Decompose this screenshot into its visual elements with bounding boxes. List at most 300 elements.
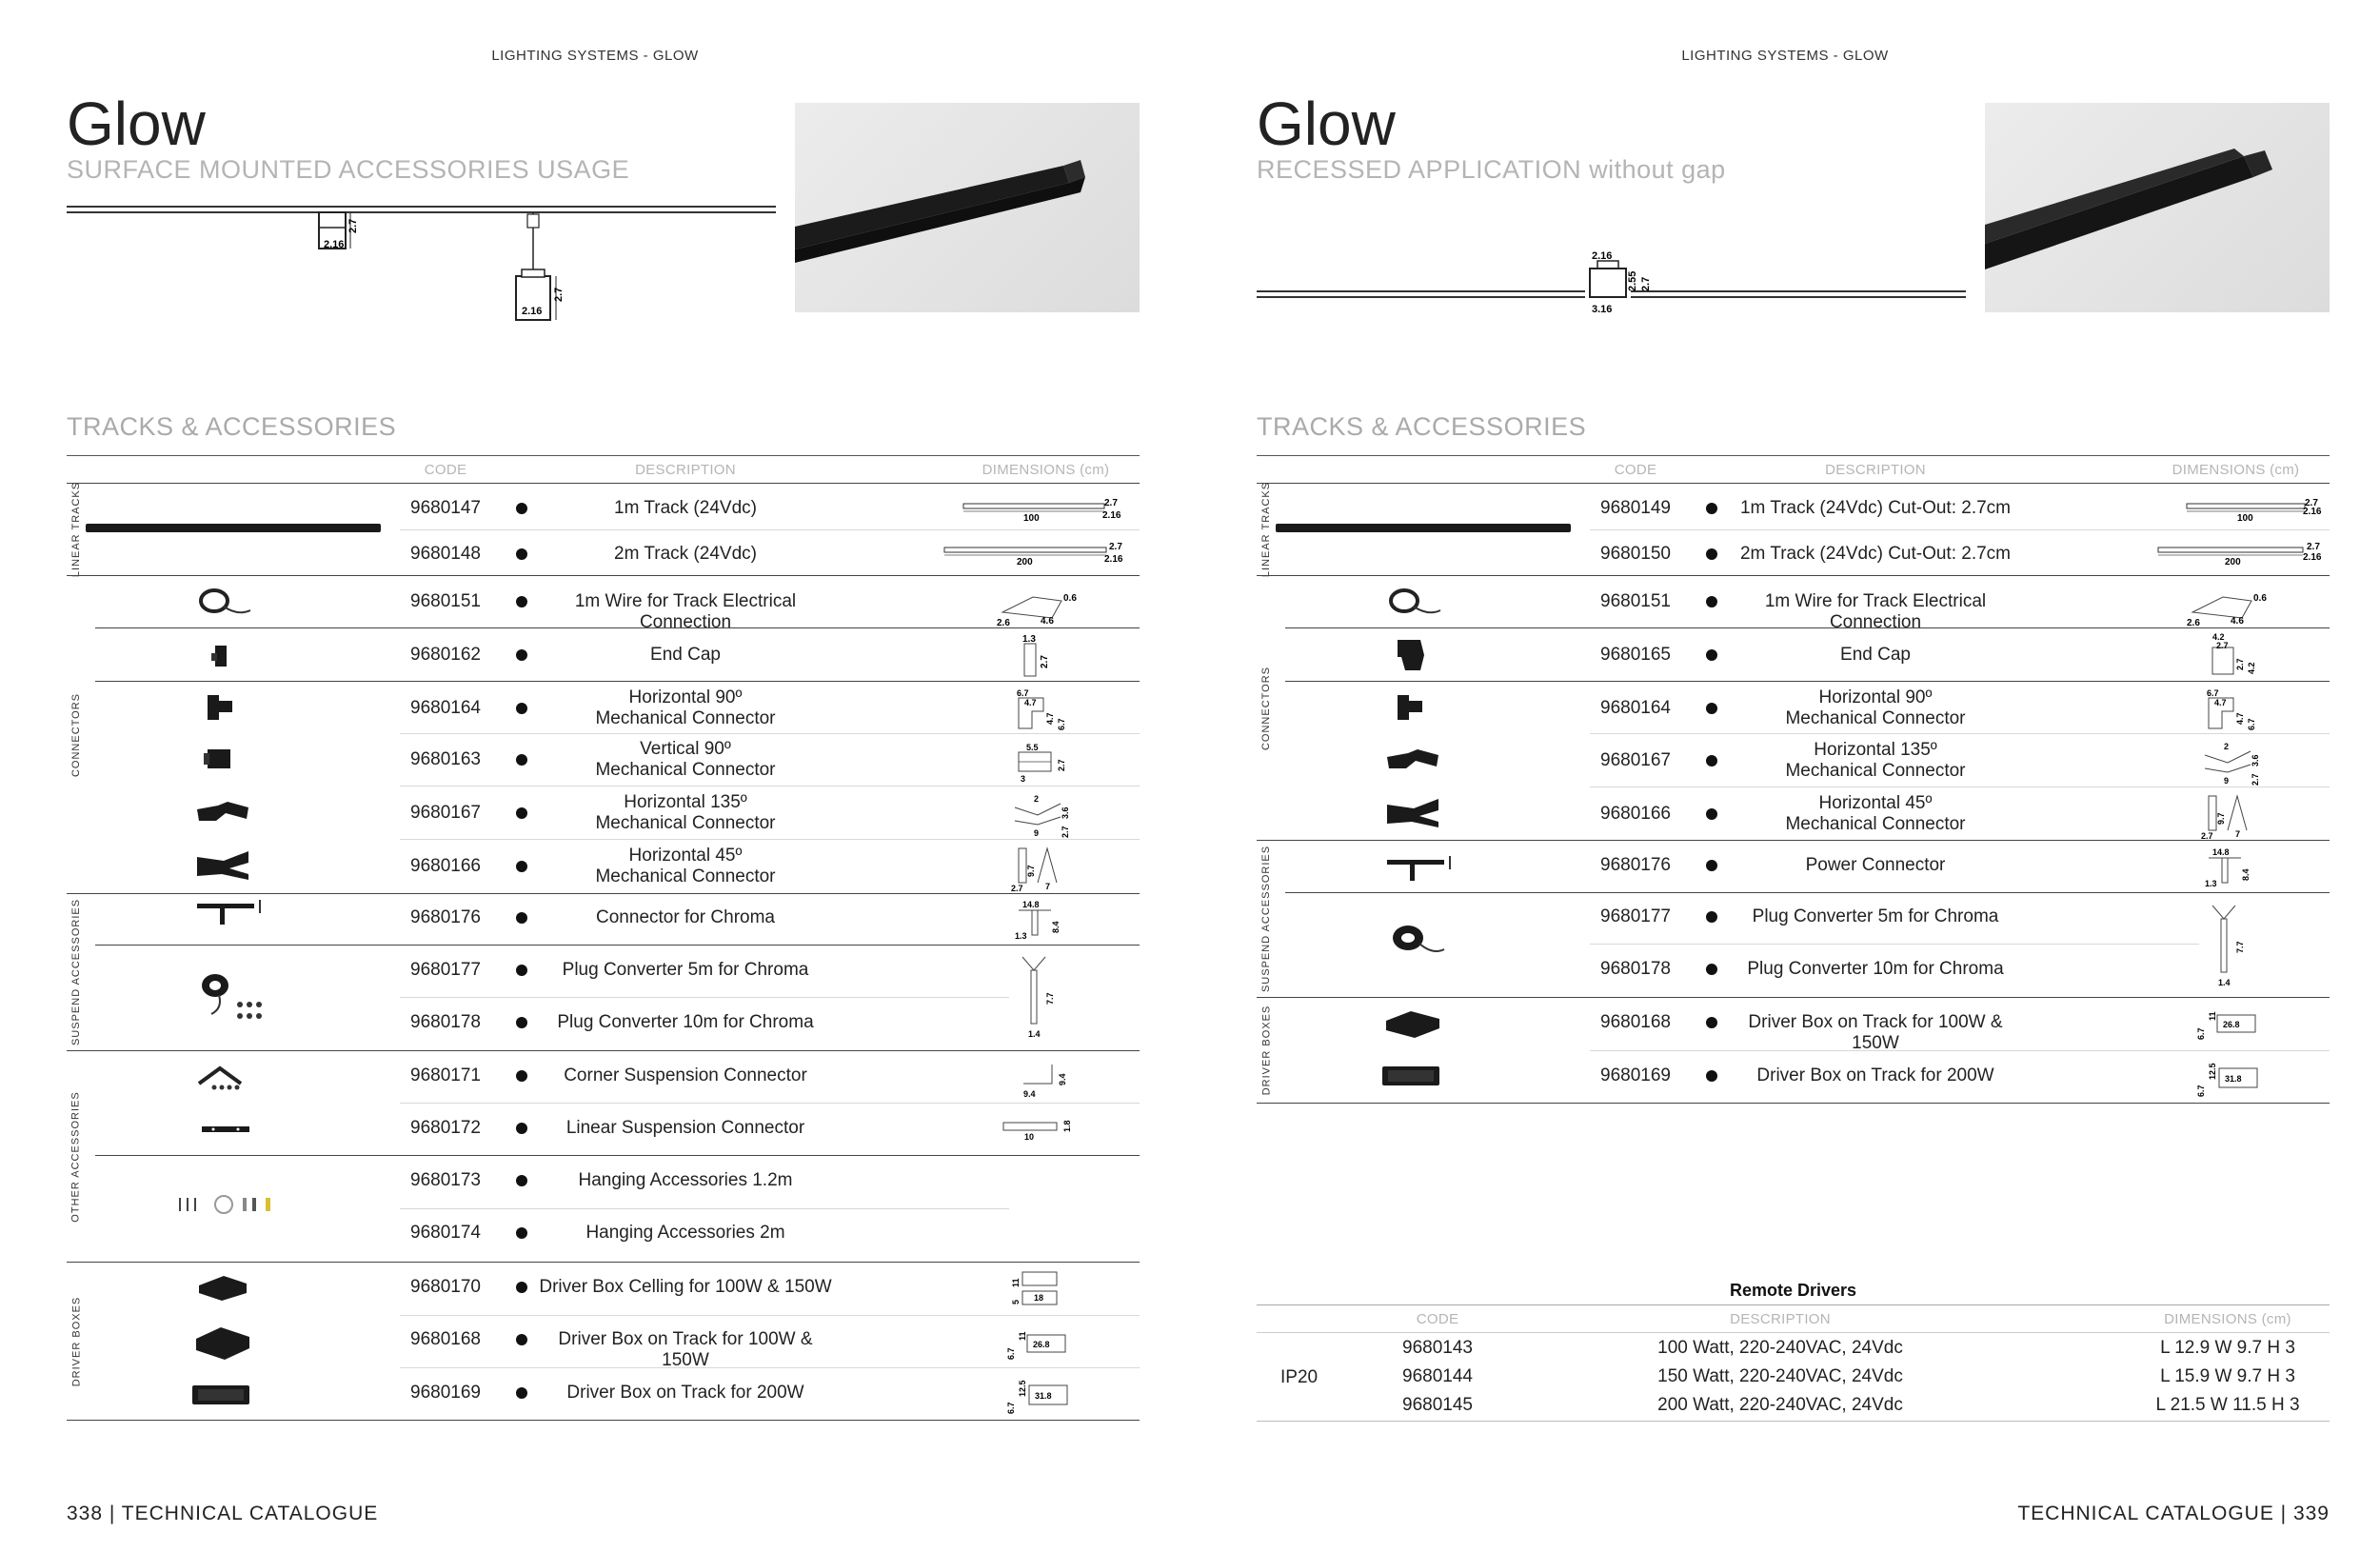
availability-dot — [516, 703, 527, 714]
svg-text:9: 9 — [1034, 828, 1040, 838]
group-label: OTHER ACCESSORIES — [70, 1090, 83, 1223]
product-description: Driver Box on Track for 100W & 150W — [558, 1329, 813, 1370]
group-linear-tracks — [1257, 481, 2330, 578]
dim-label: 2.7 — [1640, 276, 1652, 291]
table-header — [1257, 455, 2330, 483]
remote-drivers-body — [1257, 1332, 2330, 1422]
availability-dot — [1706, 911, 1717, 923]
table-row — [67, 1104, 1140, 1156]
product-description: Horizontal 90º Mechanical Connector — [1785, 687, 1966, 728]
group-label: LINEAR TRACKS — [1260, 481, 1272, 578]
availability-dot — [1706, 1070, 1717, 1082]
svg-text:10: 10 — [1024, 1132, 1035, 1142]
svg-text:6.7: 6.7 — [1006, 1347, 1016, 1360]
availability-dot — [1706, 964, 1717, 975]
table-row — [67, 1316, 1140, 1368]
svg-text:9.7: 9.7 — [2216, 812, 2226, 825]
product-description: Power Connector — [1805, 855, 1946, 875]
product-code: 9680151 — [410, 591, 481, 611]
product-code: 9680166 — [410, 856, 481, 876]
table-row — [67, 946, 1140, 998]
page-subtitle: RECESSED APPLICATION without gap — [1257, 155, 1726, 184]
svg-text:18: 18 — [1034, 1293, 1044, 1303]
page-title: Glow — [67, 90, 206, 158]
availability-dot — [1706, 503, 1717, 514]
svg-text:6.7: 6.7 — [1017, 688, 1029, 698]
dim-label: 2.16 — [522, 306, 543, 317]
availability-dot — [516, 1227, 527, 1239]
product-description: Linear Suspension Connector — [565, 1118, 805, 1138]
group-connectors — [67, 575, 1140, 893]
svg-text:2.16: 2.16 — [1104, 554, 1123, 565]
dimension-drawing — [2199, 738, 2266, 786]
svg-text:12.5: 12.5 — [1018, 1380, 1027, 1397]
availability-dot — [516, 1017, 527, 1028]
page-subtitle: SURFACE MOUNTED ACCESSORIES USAGE — [67, 155, 630, 184]
header-dimensions: DIMENSIONS (cm) — [2164, 1311, 2291, 1327]
table-row — [1257, 628, 2330, 681]
svg-text:4.7: 4.7 — [1045, 712, 1055, 725]
availability-dot — [1706, 755, 1717, 767]
driver-code: 9680143 — [1402, 1338, 1473, 1358]
svg-text:2.7: 2.7 — [2305, 498, 2318, 508]
svg-text:8.4: 8.4 — [2241, 868, 2251, 881]
product-description: Hanging Accessories 1.2m — [578, 1170, 793, 1190]
product-description: 1m Wire for Track Electrical Connection — [1764, 591, 1987, 632]
svg-text:1.3: 1.3 — [1015, 931, 1027, 941]
product-description: 1m Wire for Track Electrical Connection — [574, 591, 797, 632]
product-code: 9680178 — [410, 1012, 481, 1032]
dimension-drawing — [2185, 586, 2290, 628]
product-code: 9680174 — [410, 1223, 481, 1243]
driver-dimensions: L 15.9 W 9.7 H 3 — [2160, 1366, 2295, 1386]
table-row — [67, 786, 1140, 839]
availability-dot — [1706, 860, 1717, 871]
svg-text:4.7: 4.7 — [2235, 712, 2245, 725]
dimension-drawing — [1009, 739, 1076, 785]
table-row — [1257, 484, 2330, 536]
dimension-drawing — [1000, 1115, 1076, 1144]
dimension-drawing — [2199, 630, 2266, 680]
remote-drivers-table — [1257, 1304, 2330, 1422]
page-footer: TECHNICAL CATALOGUE | 339 — [2017, 1503, 2330, 1524]
dimension-drawing — [1009, 790, 1076, 838]
svg-text:7.7: 7.7 — [2235, 941, 2245, 953]
product-code: 9680172 — [410, 1118, 481, 1138]
product-code: 9680164 — [1600, 698, 1671, 718]
svg-text:14.8: 14.8 — [2212, 847, 2230, 857]
connector-45-image — [195, 849, 252, 882]
svg-text:0.6: 0.6 — [1063, 593, 1077, 604]
table-header — [1257, 1304, 2330, 1332]
svg-text:14.8: 14.8 — [1022, 900, 1040, 909]
table-row — [67, 484, 1140, 536]
product-code: 9680162 — [410, 645, 481, 665]
header-description: DESCRIPTION — [1825, 462, 1926, 478]
power-connector-image — [1385, 854, 1461, 886]
svg-text:6.7: 6.7 — [2207, 688, 2219, 698]
svg-text:1.4: 1.4 — [2218, 978, 2231, 987]
availability-dot — [516, 1282, 527, 1293]
group-driver-boxes — [67, 1262, 1140, 1421]
svg-text:4.6: 4.6 — [1041, 616, 1054, 627]
availability-dot — [516, 649, 527, 661]
svg-text:7.7: 7.7 — [1045, 992, 1055, 1005]
availability-dot — [516, 1387, 527, 1399]
svg-text:2.7: 2.7 — [1011, 884, 1023, 892]
table-row — [67, 734, 1140, 786]
svg-text:2.7: 2.7 — [1040, 655, 1050, 668]
svg-text:2.7: 2.7 — [2201, 831, 2213, 840]
driver-code: 9680144 — [1402, 1366, 1473, 1386]
availability-dot — [1706, 1017, 1717, 1028]
section-title: TRACKS & ACCESSORIES — [67, 412, 397, 441]
availability-dot — [1706, 548, 1717, 560]
svg-text:100: 100 — [1023, 513, 1040, 524]
table-row — [67, 998, 1140, 1050]
dimension-drawing — [2185, 495, 2328, 526]
availability-dot — [516, 861, 527, 872]
dim-label: 2.55 — [1627, 270, 1638, 291]
group-suspend-accessories — [67, 893, 1140, 1050]
product-description: Horizontal 135º Mechanical Connector — [1785, 740, 1966, 781]
svg-text:100: 100 — [2237, 513, 2253, 524]
svg-text:2.16: 2.16 — [1102, 510, 1121, 521]
product-description: Plug Converter 10m for Chroma — [557, 1012, 814, 1032]
table-row — [67, 628, 1140, 681]
dimension-drawing — [2194, 1055, 2266, 1101]
table-row — [1257, 945, 2330, 997]
svg-text:2.6: 2.6 — [2187, 618, 2200, 628]
product-photo — [795, 103, 1140, 312]
svg-text:6.7: 6.7 — [2196, 1085, 2206, 1097]
product-code: 9680178 — [1600, 959, 1671, 979]
tracks-table — [67, 455, 1140, 1421]
product-description: 2m Track (24Vdc) — [614, 544, 757, 564]
availability-dot — [516, 1334, 527, 1345]
group-label: LINEAR TRACKS — [70, 481, 82, 578]
svg-text:2.7: 2.7 — [2235, 658, 2245, 670]
svg-text:6.7: 6.7 — [1006, 1402, 1016, 1414]
availability-dot — [1706, 703, 1717, 714]
availability-dot — [516, 965, 527, 976]
product-description: 1m Track (24Vdc) — [614, 498, 757, 518]
svg-text:4.2: 4.2 — [2212, 632, 2225, 642]
availability-dot — [516, 1070, 527, 1082]
remote-drivers-title: Remote Drivers — [1729, 1281, 1857, 1300]
table-row — [67, 529, 1140, 582]
product-description: Connector for Chroma — [596, 907, 775, 927]
recessed-drawing — [1257, 248, 1966, 324]
linear-suspension-image — [200, 1123, 257, 1136]
dim-label: 2.7 — [347, 218, 359, 233]
svg-text:2: 2 — [1034, 794, 1040, 804]
svg-text:1.4: 1.4 — [1028, 1029, 1041, 1039]
wire-image — [1385, 584, 1442, 622]
product-code: 9680164 — [410, 698, 481, 718]
table-row — [1257, 529, 2330, 582]
product-description: Horizontal 45º Mechanical Connector — [595, 846, 776, 886]
svg-text:7: 7 — [2235, 829, 2241, 839]
svg-text:4.6: 4.6 — [2231, 616, 2244, 627]
wire-image — [195, 584, 252, 622]
product-description: Horizontal 45º Mechanical Connector — [1785, 793, 1966, 834]
dimension-drawing — [962, 495, 1133, 526]
table-row — [1257, 734, 2330, 786]
availability-dot — [516, 1175, 527, 1186]
running-header: LIGHTING SYSTEMS - GLOW — [1681, 48, 1889, 64]
dimension-drawing — [2199, 790, 2266, 840]
product-description: Driver Box on Track for 100W & 150W — [1748, 1012, 2003, 1053]
group-label: SUSPEND ACCESSORIES — [1260, 845, 1272, 993]
product-description: Hanging Accessories 2m — [585, 1223, 785, 1243]
dimension-drawing — [1009, 897, 1076, 943]
availability-dot — [516, 807, 527, 819]
connector-45-image — [1385, 797, 1442, 829]
product-code: 9680151 — [1600, 591, 1671, 611]
vertical-connector-image — [202, 744, 240, 774]
svg-text:0.6: 0.6 — [2253, 593, 2267, 604]
page-title: Glow — [1257, 90, 1396, 158]
svg-text:2.16: 2.16 — [2303, 552, 2322, 563]
svg-text:11: 11 — [2208, 1011, 2217, 1021]
group-label: SUSPEND ACCESSORIES — [70, 898, 82, 1046]
driver-description: 200 Watt, 220-240VAC, 24Vdc — [1657, 1395, 1903, 1415]
product-description: Plug Converter 5m for Chroma — [562, 960, 809, 980]
group-label: CONNECTORS — [1260, 666, 1272, 750]
product-description: Horizontal 90º Mechanical Connector — [595, 687, 776, 728]
surface-mount-drawing — [67, 195, 776, 329]
dim-label: 3.16 — [1592, 304, 1613, 315]
driver-box-track-image — [192, 1322, 255, 1364]
chroma-connector-image — [195, 898, 271, 930]
group-label: CONNECTORS — [70, 692, 82, 777]
table-row — [67, 1368, 1140, 1421]
svg-text:2.6: 2.6 — [997, 618, 1010, 628]
svg-text:3.6: 3.6 — [1061, 806, 1070, 819]
driver-box-200w-image — [188, 1382, 255, 1410]
dimension-drawing — [1014, 1057, 1071, 1100]
driver-box-ceiling-image — [195, 1272, 252, 1304]
svg-text:4.7: 4.7 — [2214, 698, 2227, 707]
svg-text:9.7: 9.7 — [1026, 865, 1036, 877]
product-code: 9680176 — [410, 907, 481, 927]
product-description: End Cap — [650, 645, 721, 665]
header-description: DESCRIPTION — [635, 462, 736, 478]
product-photo — [1985, 103, 2330, 312]
table-row — [67, 576, 1140, 632]
svg-text:200: 200 — [1017, 557, 1033, 567]
connector-90-image — [202, 693, 240, 724]
product-code: 9680163 — [410, 749, 481, 769]
product-code: 9680169 — [1600, 1065, 1671, 1085]
group-linear-tracks — [67, 481, 1140, 578]
header-code: CODE — [1614, 462, 1657, 478]
svg-text:31.8: 31.8 — [2225, 1074, 2242, 1084]
svg-text:2.7: 2.7 — [1057, 759, 1066, 771]
table-row — [67, 1051, 1140, 1104]
dimension-drawing — [1009, 843, 1076, 892]
dim-label: 2.16 — [324, 239, 345, 250]
availability-dot — [516, 596, 527, 607]
svg-text:8.4: 8.4 — [1051, 921, 1061, 933]
svg-text:5: 5 — [1011, 1299, 1021, 1304]
right-page — [1190, 0, 2380, 1553]
product-code: 9680148 — [410, 544, 481, 564]
product-description: Plug Converter 5m for Chroma — [1752, 906, 1999, 926]
section-title: TRACKS & ACCESSORIES — [1257, 412, 1587, 441]
svg-text:3.6: 3.6 — [2251, 754, 2260, 767]
group-label: DRIVER BOXES — [70, 1296, 82, 1386]
product-code: 9680165 — [1600, 645, 1671, 665]
connector-90-image — [1392, 693, 1430, 724]
running-header: LIGHTING SYSTEMS - GLOW — [491, 48, 699, 64]
product-code: 9680177 — [1600, 906, 1671, 926]
product-description: Driver Box Celling for 100W & 150W — [539, 1277, 832, 1297]
availability-dot — [516, 912, 527, 924]
svg-text:7: 7 — [1045, 882, 1051, 891]
svg-text:9.4: 9.4 — [1023, 1089, 1036, 1099]
dimension-drawing — [1019, 632, 1076, 680]
group-label: DRIVER BOXES — [1260, 1005, 1272, 1096]
svg-text:11: 11 — [1018, 1331, 1027, 1341]
driver-description: 150 Watt, 220-240VAC, 24Vdc — [1657, 1366, 1903, 1386]
svg-text:4.7: 4.7 — [1024, 698, 1037, 707]
corner-suspension-image — [195, 1065, 252, 1093]
availability-dot — [1706, 808, 1717, 820]
product-description: Plug Converter 10m for Chroma — [1747, 959, 2004, 979]
svg-text:2.16: 2.16 — [2303, 507, 2322, 517]
availability-dot — [516, 503, 527, 514]
product-description: Driver Box on Track for 200W — [1756, 1065, 1994, 1085]
connector-135-image — [1385, 746, 1442, 774]
dimension-drawing — [942, 539, 1133, 569]
product-code: 9680171 — [410, 1065, 481, 1085]
header-dimensions: DIMENSIONS (cm) — [982, 462, 1110, 478]
product-code: 9680166 — [1600, 804, 1671, 824]
svg-text:26.8: 26.8 — [2223, 1020, 2240, 1029]
driver-description: 100 Watt, 220-240VAC, 24Vdc — [1657, 1338, 1903, 1358]
driver-box-200w-image — [1378, 1063, 1445, 1091]
product-code: 9680168 — [1600, 1012, 1671, 1032]
svg-text:9: 9 — [2224, 776, 2230, 786]
tracks-table — [1257, 455, 2330, 1104]
product-description: End Cap — [1840, 645, 1911, 665]
driver-dimensions: L 21.5 W 11.5 H 3 — [2155, 1395, 2300, 1415]
svg-text:2.7: 2.7 — [2251, 773, 2260, 786]
header-code: CODE — [424, 462, 467, 478]
table-row — [1257, 787, 2330, 840]
product-description: 1m Track (24Vdc) Cut-Out: 2.7cm — [1739, 498, 2012, 518]
product-code: 9680170 — [410, 1277, 481, 1297]
group-suspend-accessories — [1257, 840, 2330, 997]
svg-text:26.8: 26.8 — [1033, 1340, 1050, 1349]
table-row — [1257, 893, 2330, 946]
product-description: Corner Suspension Connector — [564, 1065, 807, 1085]
availability-dot — [1706, 596, 1717, 607]
driver-dimensions: L 12.9 W 9.7 H 3 — [2160, 1338, 2295, 1358]
product-description: Vertical 90º Mechanical Connector — [595, 739, 776, 780]
table-row — [1257, 1051, 2330, 1104]
dimension-drawing — [1004, 1320, 1076, 1365]
svg-text:1.8: 1.8 — [1062, 1120, 1072, 1132]
table-row — [67, 1209, 1140, 1262]
header-code: CODE — [1416, 1311, 1459, 1327]
table-row — [67, 682, 1140, 734]
svg-text:31.8: 31.8 — [1035, 1391, 1052, 1401]
product-description: Driver Box on Track for 200W — [566, 1383, 804, 1403]
svg-text:2.7: 2.7 — [1061, 826, 1070, 838]
page-footer: 338 | TECHNICAL CATALOGUE — [67, 1503, 379, 1524]
table-row — [1257, 682, 2330, 734]
table-row — [67, 894, 1140, 946]
driver-code: 9680145 — [1402, 1395, 1473, 1415]
svg-text:6.7: 6.7 — [2196, 1027, 2206, 1040]
svg-text:6.7: 6.7 — [2247, 718, 2256, 730]
dim-label: 2.7 — [553, 287, 565, 302]
dimension-drawing — [2199, 845, 2266, 890]
product-code: 9680173 — [410, 1170, 481, 1190]
product-code: 9680167 — [410, 803, 481, 823]
svg-text:11: 11 — [1011, 1278, 1021, 1287]
table-row — [1257, 841, 2330, 893]
svg-text:2.7: 2.7 — [1104, 498, 1118, 508]
product-code: 9680176 — [1600, 855, 1671, 875]
table-header — [67, 455, 1140, 483]
svg-text:2.7: 2.7 — [2307, 542, 2320, 552]
svg-text:4.2: 4.2 — [2247, 662, 2256, 674]
product-description: Horizontal 135º Mechanical Connector — [595, 792, 776, 833]
svg-text:6.7: 6.7 — [1057, 718, 1066, 730]
end-cap-image — [1392, 636, 1430, 676]
dimension-drawing — [1004, 1372, 1076, 1418]
header-dimensions: DIMENSIONS (cm) — [2172, 462, 2300, 478]
svg-text:9.4: 9.4 — [1058, 1073, 1067, 1085]
dimension-drawing — [1009, 687, 1076, 732]
group-driver-boxes — [1257, 997, 2330, 1104]
svg-text:12.5: 12.5 — [2208, 1063, 2217, 1080]
table-row — [67, 1263, 1140, 1315]
product-code: 9680177 — [410, 960, 481, 980]
connector-135-image — [195, 798, 252, 826]
svg-text:2.7: 2.7 — [1109, 542, 1122, 552]
table-row — [67, 1156, 1140, 1208]
dimension-drawing — [2199, 687, 2266, 732]
product-code: 9680169 — [410, 1383, 481, 1403]
dimension-drawing — [2156, 539, 2328, 569]
product-code: 9680167 — [1600, 750, 1671, 770]
header-description: DESCRIPTION — [1730, 1311, 1831, 1327]
product-description: 2m Track (24Vdc) Cut-Out: 2.7cm — [1739, 544, 2012, 564]
svg-text:2.7: 2.7 — [2216, 641, 2229, 650]
end-cap-image — [208, 642, 236, 670]
availability-dot — [516, 754, 527, 766]
svg-text:3: 3 — [1021, 774, 1026, 784]
group-other-accessories — [67, 1050, 1140, 1262]
product-code: 9680168 — [410, 1329, 481, 1349]
availability-dot — [516, 1123, 527, 1134]
table-row — [1257, 576, 2330, 632]
dimension-drawing — [2194, 1002, 2266, 1047]
svg-text:2: 2 — [2224, 742, 2230, 751]
product-code: 9680149 — [1600, 498, 1671, 518]
driver-box-track-image — [1382, 1005, 1445, 1044]
product-code: 9680147 — [410, 498, 481, 518]
availability-dot — [516, 548, 527, 560]
availability-dot — [1706, 649, 1717, 661]
table-row — [67, 840, 1140, 892]
svg-text:200: 200 — [2225, 557, 2241, 567]
